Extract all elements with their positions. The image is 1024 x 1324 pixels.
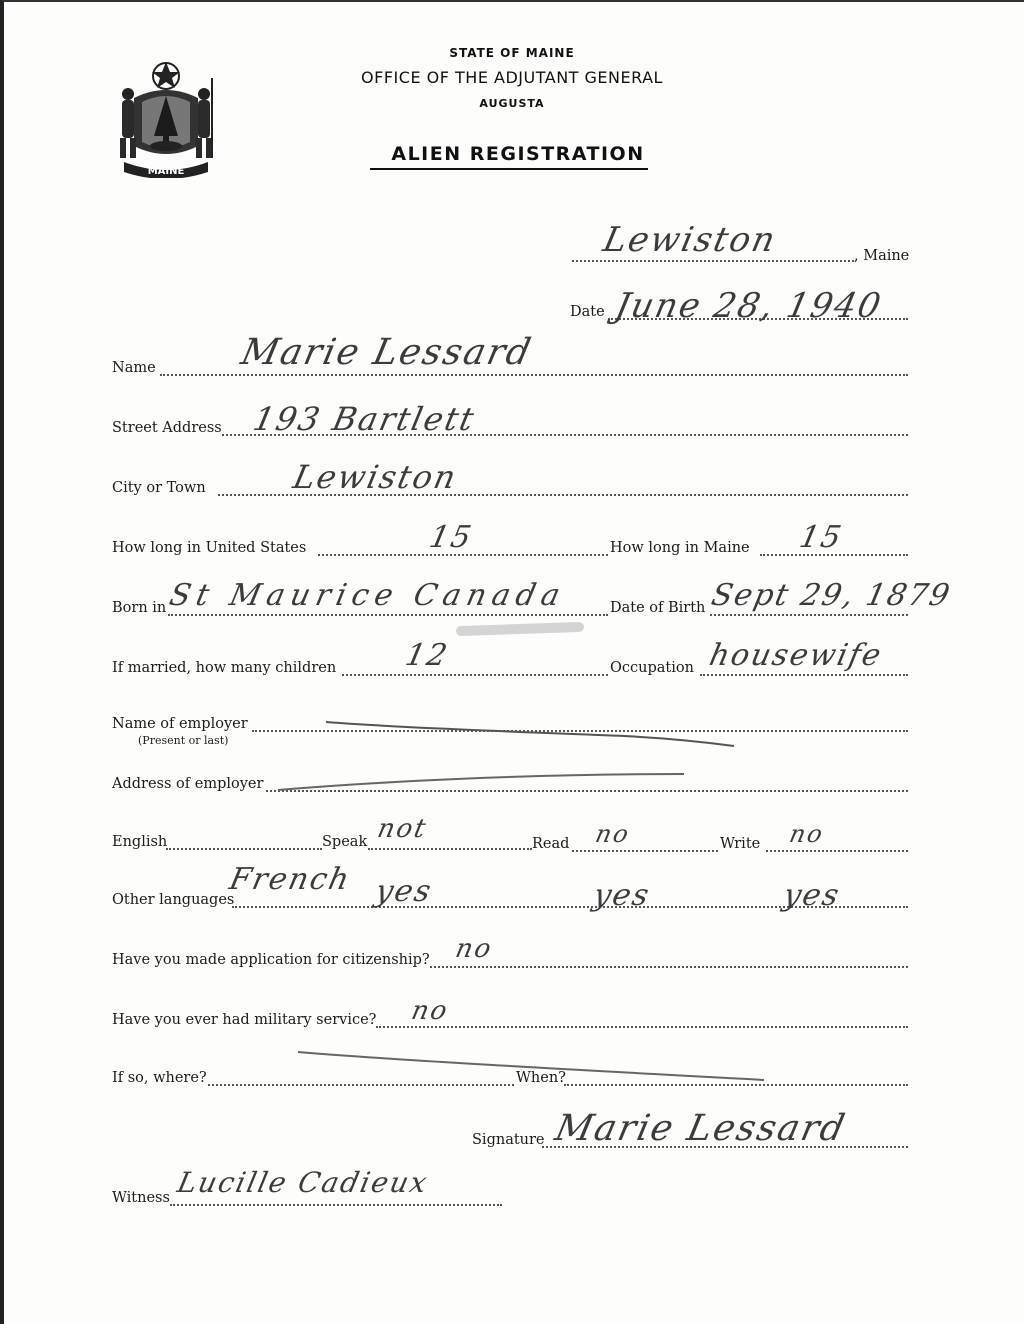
header-city: AUGUSTA bbox=[479, 97, 545, 110]
hw-street: 193 Bartlett bbox=[249, 400, 479, 438]
english-line bbox=[166, 848, 322, 850]
hw-other-lang: French bbox=[226, 862, 355, 897]
hw-years-us: 15 bbox=[426, 520, 476, 555]
employer-address-label: Address of employer bbox=[112, 776, 264, 792]
hw-children: 12 bbox=[402, 638, 452, 673]
born-label: Born in bbox=[112, 600, 167, 616]
name-line bbox=[160, 374, 908, 376]
place-line bbox=[572, 260, 854, 262]
write-line bbox=[766, 850, 908, 852]
header-state: STATE OF MAINE bbox=[449, 46, 575, 60]
header-office: OFFICE OF THE ADJUTANT GENERAL bbox=[361, 68, 663, 87]
how-long-maine-label: How long in Maine bbox=[610, 540, 750, 556]
hw-military: no bbox=[408, 996, 452, 1026]
hw-write: no bbox=[787, 820, 827, 848]
employer-address-dash-stroke bbox=[274, 764, 694, 800]
read-label: Read bbox=[532, 836, 570, 852]
children-label: If married, how many children bbox=[112, 660, 337, 676]
occupation-label: Occupation bbox=[610, 660, 694, 676]
street-label: Street Address bbox=[112, 420, 222, 436]
hw-other-read: yes bbox=[590, 878, 654, 913]
svg-text:MAINE: MAINE bbox=[147, 166, 185, 177]
witness-label: Witness bbox=[112, 1190, 170, 1206]
where-dash-stroke bbox=[294, 1046, 774, 1086]
hw-occupation: housewife bbox=[706, 638, 886, 673]
military-line bbox=[376, 1026, 908, 1028]
title-underline bbox=[370, 168, 648, 170]
born-line bbox=[168, 614, 608, 616]
how-long-us-label: How long in United States bbox=[112, 540, 307, 556]
city-label: City or Town bbox=[112, 480, 206, 496]
speak-line bbox=[368, 848, 532, 850]
speak-label: Speak bbox=[322, 834, 368, 850]
smudge-mark bbox=[456, 622, 584, 636]
occupation-line bbox=[700, 674, 908, 676]
hw-other-speak: yes bbox=[372, 874, 436, 909]
hw-speak: not bbox=[374, 814, 431, 844]
read-line bbox=[572, 850, 718, 852]
hw-born-in: St Maurice Canada bbox=[166, 578, 569, 613]
signature-label: Signature bbox=[472, 1132, 545, 1148]
employer-dash-stroke bbox=[324, 714, 744, 754]
hw-name: Marie Lessard bbox=[237, 332, 537, 373]
citizenship-line bbox=[430, 966, 908, 968]
hw-other-write: yes bbox=[780, 878, 844, 913]
name-label: Name bbox=[112, 360, 156, 376]
employer-label: Name of employer bbox=[112, 716, 248, 732]
place-suffix-label: , Maine bbox=[854, 248, 910, 264]
hw-place: Lewiston bbox=[599, 220, 781, 260]
hw-date: June 28, 1940 bbox=[611, 286, 887, 326]
hw-read: no bbox=[593, 820, 633, 848]
english-label: English bbox=[112, 834, 168, 850]
citizenship-label: Have you made application for citizenship? bbox=[112, 952, 430, 968]
witness-line bbox=[170, 1204, 502, 1206]
military-label: Have you ever had military service? bbox=[112, 1012, 377, 1028]
hw-dob: Sept 29, 1879 bbox=[708, 578, 955, 613]
where-label: If so, where? bbox=[112, 1070, 207, 1086]
children-line bbox=[342, 674, 608, 676]
hw-witness: Lucille Cadieux bbox=[174, 1166, 432, 1199]
write-label: Write bbox=[720, 836, 761, 852]
dob-line bbox=[710, 614, 908, 616]
employer-sub-label: (Present or last) bbox=[138, 734, 229, 747]
hw-city: Lewiston bbox=[289, 458, 462, 496]
date-label: Date bbox=[570, 304, 605, 320]
dob-label: Date of Birth bbox=[610, 600, 706, 616]
hw-signature: Marie Lessard bbox=[551, 1108, 851, 1149]
hw-years-maine: 15 bbox=[796, 520, 846, 555]
other-languages-label: Other languages bbox=[112, 892, 235, 908]
when-label: When? bbox=[516, 1070, 566, 1086]
hw-citizenship: no bbox=[452, 934, 496, 964]
form-title: ALIEN REGISTRATION bbox=[391, 143, 645, 165]
